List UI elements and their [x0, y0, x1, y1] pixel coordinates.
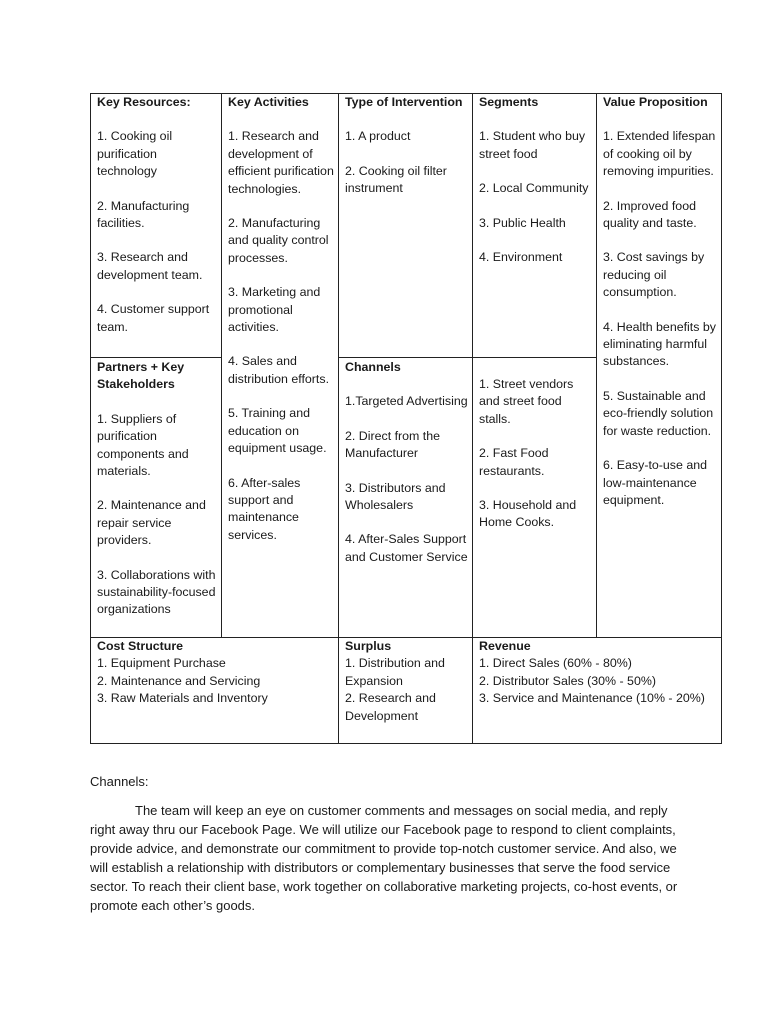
channels-item: 1.Targeted Advertising: [345, 394, 468, 409]
surplus-cell: [345, 638, 470, 725]
partners-title: Partners + Key Stakeholders: [97, 360, 185, 392]
channels-item: 3. Distributors and Wholesalers: [345, 480, 446, 513]
revenue-item: 3. Service and Maintenance (10% - 20%): [479, 691, 705, 706]
segments-item: 1. Student who buy street food: [479, 129, 586, 161]
type-of-intervention-item: 2. Cooking oil filter instrument: [345, 163, 447, 196]
cost-structure-item: 2. Maintenance and Servicing: [97, 673, 261, 688]
cost-structure-item: 3. Raw Materials and Inventory: [97, 691, 268, 706]
value-proposition-item: 4. Health benefits by eliminating harmful substances.: [603, 319, 716, 369]
key-activities-item: 3. Marketing and promotional activities.: [228, 285, 321, 335]
segments-title: Segments: [479, 95, 539, 109]
value-proposition-item: 6. Easy-to-use and low-maintenance equipment.: [603, 458, 708, 507]
channels-item: 2. Direct from the Manufacturer: [345, 428, 441, 461]
channels-heading: Channels:: [90, 774, 149, 789]
value-proposition-item: 5. Sustainable and eco-friendly solution for waste reduction.: [603, 388, 714, 438]
value-proposition-item: 2. Improved food quality and taste.: [603, 198, 697, 231]
key-resources-item: 2. Manufacturing facilities.: [97, 198, 190, 231]
channels-cell: [345, 359, 470, 566]
key-activities-item: 6. After-sales support and maintenance services.: [228, 475, 301, 542]
partners-item: 2. Maintenance and repair service providers.: [97, 498, 206, 548]
segments-lower-cell: [479, 376, 594, 532]
type-of-intervention-item: 1. A product: [345, 129, 411, 144]
key-activities-item: 5. Training and education on equipment usage.: [228, 406, 327, 456]
grid-line: [596, 93, 597, 638]
partners-cell: [97, 359, 219, 619]
revenue-item: 1. Direct Sales (60% - 80%): [479, 656, 632, 671]
surplus-item: 1. Distribution and Expansion: [345, 656, 445, 688]
key-resources-item: 4. Customer support team.: [97, 302, 210, 334]
segments-item: 3. Public Health: [479, 215, 566, 230]
channels-item: 4. After-Sales Support and Customer Service: [345, 532, 468, 564]
key-resources-title: Key Resources:: [97, 95, 191, 109]
surplus-item: 2. Research and Development: [345, 691, 436, 723]
value-proposition-title: Value Proposition: [603, 95, 708, 109]
partners-item: 3. Collaborations with sustainability-focused organizations: [97, 567, 216, 617]
key-resources-cell: [97, 94, 219, 336]
segments-lower-item: 2. Fast Food restaurants.: [479, 446, 549, 478]
channels-paragraph: The team will keep an eye on customer comments and messages on social media, and reply right away thru our Facebook Page. We will utilize our Facebook page to respond to client complaints, provide advice, and demonstrate our commitment to provide top-notch customer service. And also, we will establish a relationship with distributors or complementary businesses that serve the food service sector. To reach their client base, work together on collaborative marketing projects, co-host events, or promote each other’s goods.: [90, 803, 678, 913]
revenue-cell: [479, 638, 719, 708]
key-activities-item: 1. Research and development of efficient purification technologies.: [228, 129, 334, 196]
cost-structure-cell: [97, 638, 335, 708]
segments-item: 4. Environment: [479, 250, 563, 265]
value-proposition-item: 3. Cost savings by reducing oil consumption.: [603, 250, 705, 300]
cost-structure-title: Cost Structure: [97, 639, 184, 653]
segments-item: 2. Local Community: [479, 181, 589, 196]
key-activities-cell: [228, 94, 336, 544]
grid-line: [338, 357, 596, 358]
value-proposition-cell: [603, 94, 719, 509]
revenue-item: 2. Distributor Sales (30% - 50%): [479, 673, 656, 688]
grid-line: [338, 93, 339, 744]
key-activities-item: 2. Manufacturing and quality control processes.: [228, 216, 329, 265]
segments-lower-item: 1. Street vendors and street food stalls.: [479, 377, 574, 426]
key-activities-title: Key Activities: [228, 95, 309, 109]
type-of-intervention-title: Type of Intervention: [345, 95, 463, 109]
key-resources-item: 1. Cooking oil purification technology: [97, 129, 173, 179]
surplus-title: Surplus: [345, 639, 392, 653]
revenue-title: Revenue: [479, 639, 531, 653]
cost-structure-item: 1. Equipment Purchase: [97, 656, 226, 671]
grid-line: [90, 357, 221, 358]
type-of-intervention-cell: [345, 94, 470, 198]
key-activities-item: 4. Sales and distribution efforts.: [228, 354, 330, 386]
channels-title: Channels: [345, 360, 401, 374]
partners-item: 1. Suppliers of purification components and materials.: [97, 411, 189, 479]
grid-line: [472, 93, 473, 744]
grid-line: [221, 93, 222, 638]
segments-cell: [479, 94, 594, 266]
value-proposition-item: 1. Extended lifespan of cooking oil by removing impurities.: [603, 129, 716, 179]
key-resources-item: 3. Research and development team.: [97, 250, 203, 282]
segments-lower-item: 3. Household and Home Cooks.: [479, 498, 577, 530]
